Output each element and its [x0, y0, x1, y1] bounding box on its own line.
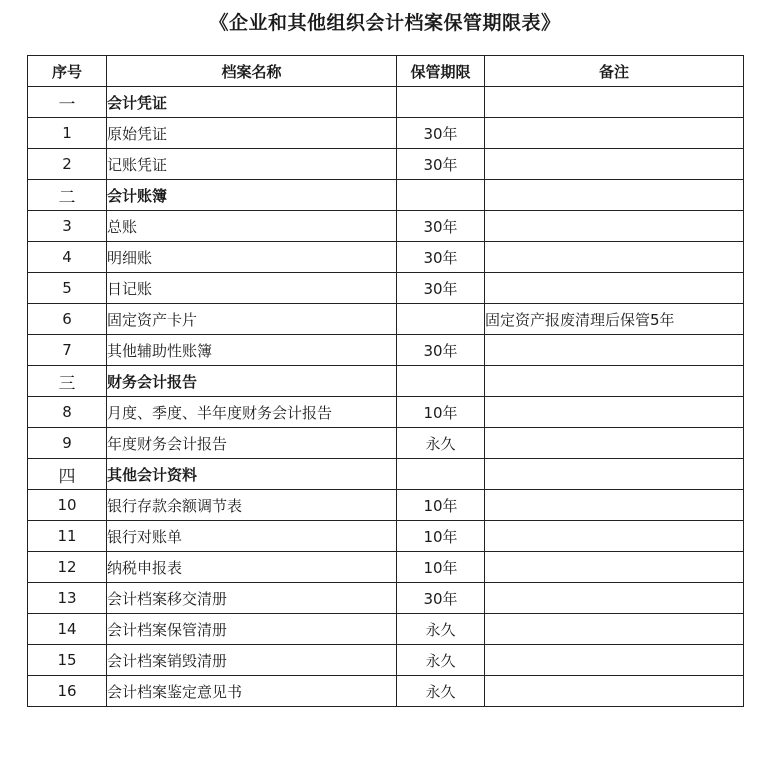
row-archive-name: 其他辅助性账簿 — [107, 335, 397, 366]
row-archive-name: 会计档案鉴定意见书 — [107, 676, 397, 707]
table-row — [28, 397, 744, 428]
section-row — [28, 87, 744, 118]
row-number: 8 — [28, 397, 107, 428]
row-number: 5 — [28, 273, 107, 304]
row-retention-period: 永久 — [397, 676, 485, 707]
row-retention-period: 永久 — [397, 645, 485, 676]
row-note — [485, 428, 744, 459]
row-retention-period: 30年 — [397, 583, 485, 614]
row-archive-name: 固定资产卡片 — [107, 304, 397, 335]
row-number: 4 — [28, 242, 107, 273]
row-note — [485, 490, 744, 521]
row-retention-period — [397, 180, 485, 211]
table-row — [28, 242, 744, 273]
row-archive-name: 年度财务会计报告 — [107, 428, 397, 459]
row-number: 13 — [28, 583, 107, 614]
document-title: 《企业和其他组织会计档案保管期限表》 — [209, 12, 561, 34]
table-row — [28, 211, 744, 242]
table-row — [28, 614, 744, 645]
row-note — [485, 211, 744, 242]
row-number: 二 — [28, 180, 107, 211]
row-retention-period: 30年 — [397, 335, 485, 366]
row-number: 三 — [28, 366, 107, 397]
row-retention-period: 10年 — [397, 397, 485, 428]
row-note — [485, 87, 744, 118]
row-archive-name: 会计档案移交清册 — [107, 583, 397, 614]
table-row — [28, 149, 744, 180]
row-note — [485, 614, 744, 645]
row-note — [485, 242, 744, 273]
row-retention-period: 30年 — [397, 149, 485, 180]
row-archive-name: 其他会计资料 — [107, 459, 397, 490]
table-row — [28, 676, 744, 707]
table-row — [28, 552, 744, 583]
table-row — [28, 428, 744, 459]
row-number: 四 — [28, 459, 107, 490]
table-row — [28, 521, 744, 552]
row-retention-period: 10年 — [397, 490, 485, 521]
row-note — [485, 335, 744, 366]
section-row — [28, 366, 744, 397]
row-note — [485, 180, 744, 211]
row-retention-period: 10年 — [397, 521, 485, 552]
row-number: 11 — [28, 521, 107, 552]
table-row — [28, 273, 744, 304]
row-number: 12 — [28, 552, 107, 583]
row-retention-period: 永久 — [397, 428, 485, 459]
section-row — [28, 180, 744, 211]
row-archive-name: 原始凭证 — [107, 118, 397, 149]
row-archive-name: 纳税申报表 — [107, 552, 397, 583]
row-archive-name: 财务会计报告 — [107, 366, 397, 397]
row-retention-period: 30年 — [397, 242, 485, 273]
row-archive-name: 银行对账单 — [107, 521, 397, 552]
row-retention-period: 30年 — [397, 211, 485, 242]
row-archive-name: 记账凭证 — [107, 149, 397, 180]
row-archive-name: 月度、季度、半年度财务会计报告 — [107, 397, 397, 428]
row-retention-period: 永久 — [397, 614, 485, 645]
row-archive-name: 日记账 — [107, 273, 397, 304]
row-note — [485, 397, 744, 428]
table-row — [28, 335, 744, 366]
section-row — [28, 459, 744, 490]
row-note — [485, 676, 744, 707]
row-number: 7 — [28, 335, 107, 366]
row-archive-name: 会计档案销毁清册 — [107, 645, 397, 676]
row-retention-period: 10年 — [397, 552, 485, 583]
row-archive-name: 会计凭证 — [107, 87, 397, 118]
row-retention-period — [397, 366, 485, 397]
row-note — [485, 583, 744, 614]
row-note — [485, 645, 744, 676]
row-archive-name: 会计档案保管清册 — [107, 614, 397, 645]
row-note — [485, 149, 744, 180]
row-number: 15 — [28, 645, 107, 676]
header-name: 档案名称 — [107, 56, 397, 87]
row-retention-period — [397, 304, 485, 335]
row-note — [485, 521, 744, 552]
retention-table — [27, 55, 744, 707]
row-retention-period — [397, 459, 485, 490]
row-note: 固定资产报废清理后保管5年 — [485, 304, 744, 335]
row-number: 6 — [28, 304, 107, 335]
row-note — [485, 552, 744, 583]
header-note: 备注 — [485, 56, 744, 87]
header-num: 序号 — [28, 56, 107, 87]
row-archive-name: 银行存款余额调节表 — [107, 490, 397, 521]
row-retention-period — [397, 87, 485, 118]
row-archive-name: 会计账簿 — [107, 180, 397, 211]
row-archive-name: 总账 — [107, 211, 397, 242]
table-row — [28, 645, 744, 676]
row-note — [485, 459, 744, 490]
table-header-row — [28, 56, 744, 87]
row-retention-period: 30年 — [397, 273, 485, 304]
row-number: 10 — [28, 490, 107, 521]
row-retention-period: 30年 — [397, 118, 485, 149]
row-number: 9 — [28, 428, 107, 459]
row-number: 16 — [28, 676, 107, 707]
row-number: 14 — [28, 614, 107, 645]
row-archive-name: 明细账 — [107, 242, 397, 273]
table-row — [28, 304, 744, 335]
row-number: 一 — [28, 87, 107, 118]
table-row — [28, 490, 744, 521]
row-note — [485, 273, 744, 304]
header-period: 保管期限 — [397, 56, 485, 87]
row-note — [485, 118, 744, 149]
row-note — [485, 366, 744, 397]
row-number: 3 — [28, 211, 107, 242]
row-number: 2 — [28, 149, 107, 180]
table-row — [28, 583, 744, 614]
table-body — [28, 87, 744, 707]
row-number: 1 — [28, 118, 107, 149]
table-row — [28, 118, 744, 149]
